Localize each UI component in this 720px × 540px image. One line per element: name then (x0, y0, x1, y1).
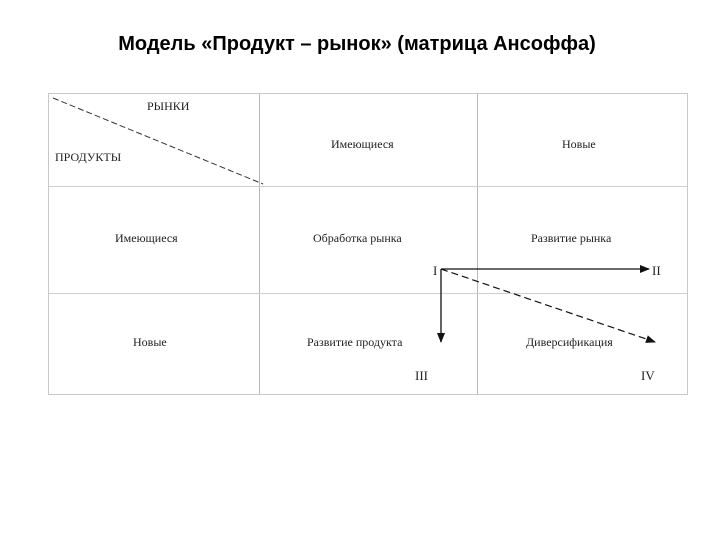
row-header-new: Новые (133, 335, 167, 349)
corner-markets-label: РЫНКИ (147, 99, 190, 113)
strategy-label-iv: IV (641, 368, 655, 383)
corner-diagonal-line (53, 98, 263, 184)
strategy-label-ii: II (652, 263, 661, 278)
matrix-graphics-overlay (49, 94, 689, 396)
cell-market-development: Развитие рынка (531, 231, 612, 245)
strategy-label-iii: III (415, 368, 428, 383)
cell-market-penetration: Обработка рынка (313, 231, 402, 245)
slide-title: Модель «Продукт – рынок» (матрица Ансоффа) (118, 33, 596, 55)
strategy-label-i: I (433, 263, 438, 278)
column-header-new: Новые (562, 137, 596, 151)
arrow-diversification (441, 269, 655, 342)
cell-diversification: Диверсификация (526, 335, 613, 349)
row-header-existing: Имеющиеся (115, 231, 178, 245)
corner-products-label: ПРОДУКТЫ (55, 150, 122, 164)
column-header-existing: Имеющиеся (331, 137, 394, 151)
ansoff-matrix-table (48, 93, 688, 395)
cell-product-development: Развитие продукта (307, 335, 403, 349)
